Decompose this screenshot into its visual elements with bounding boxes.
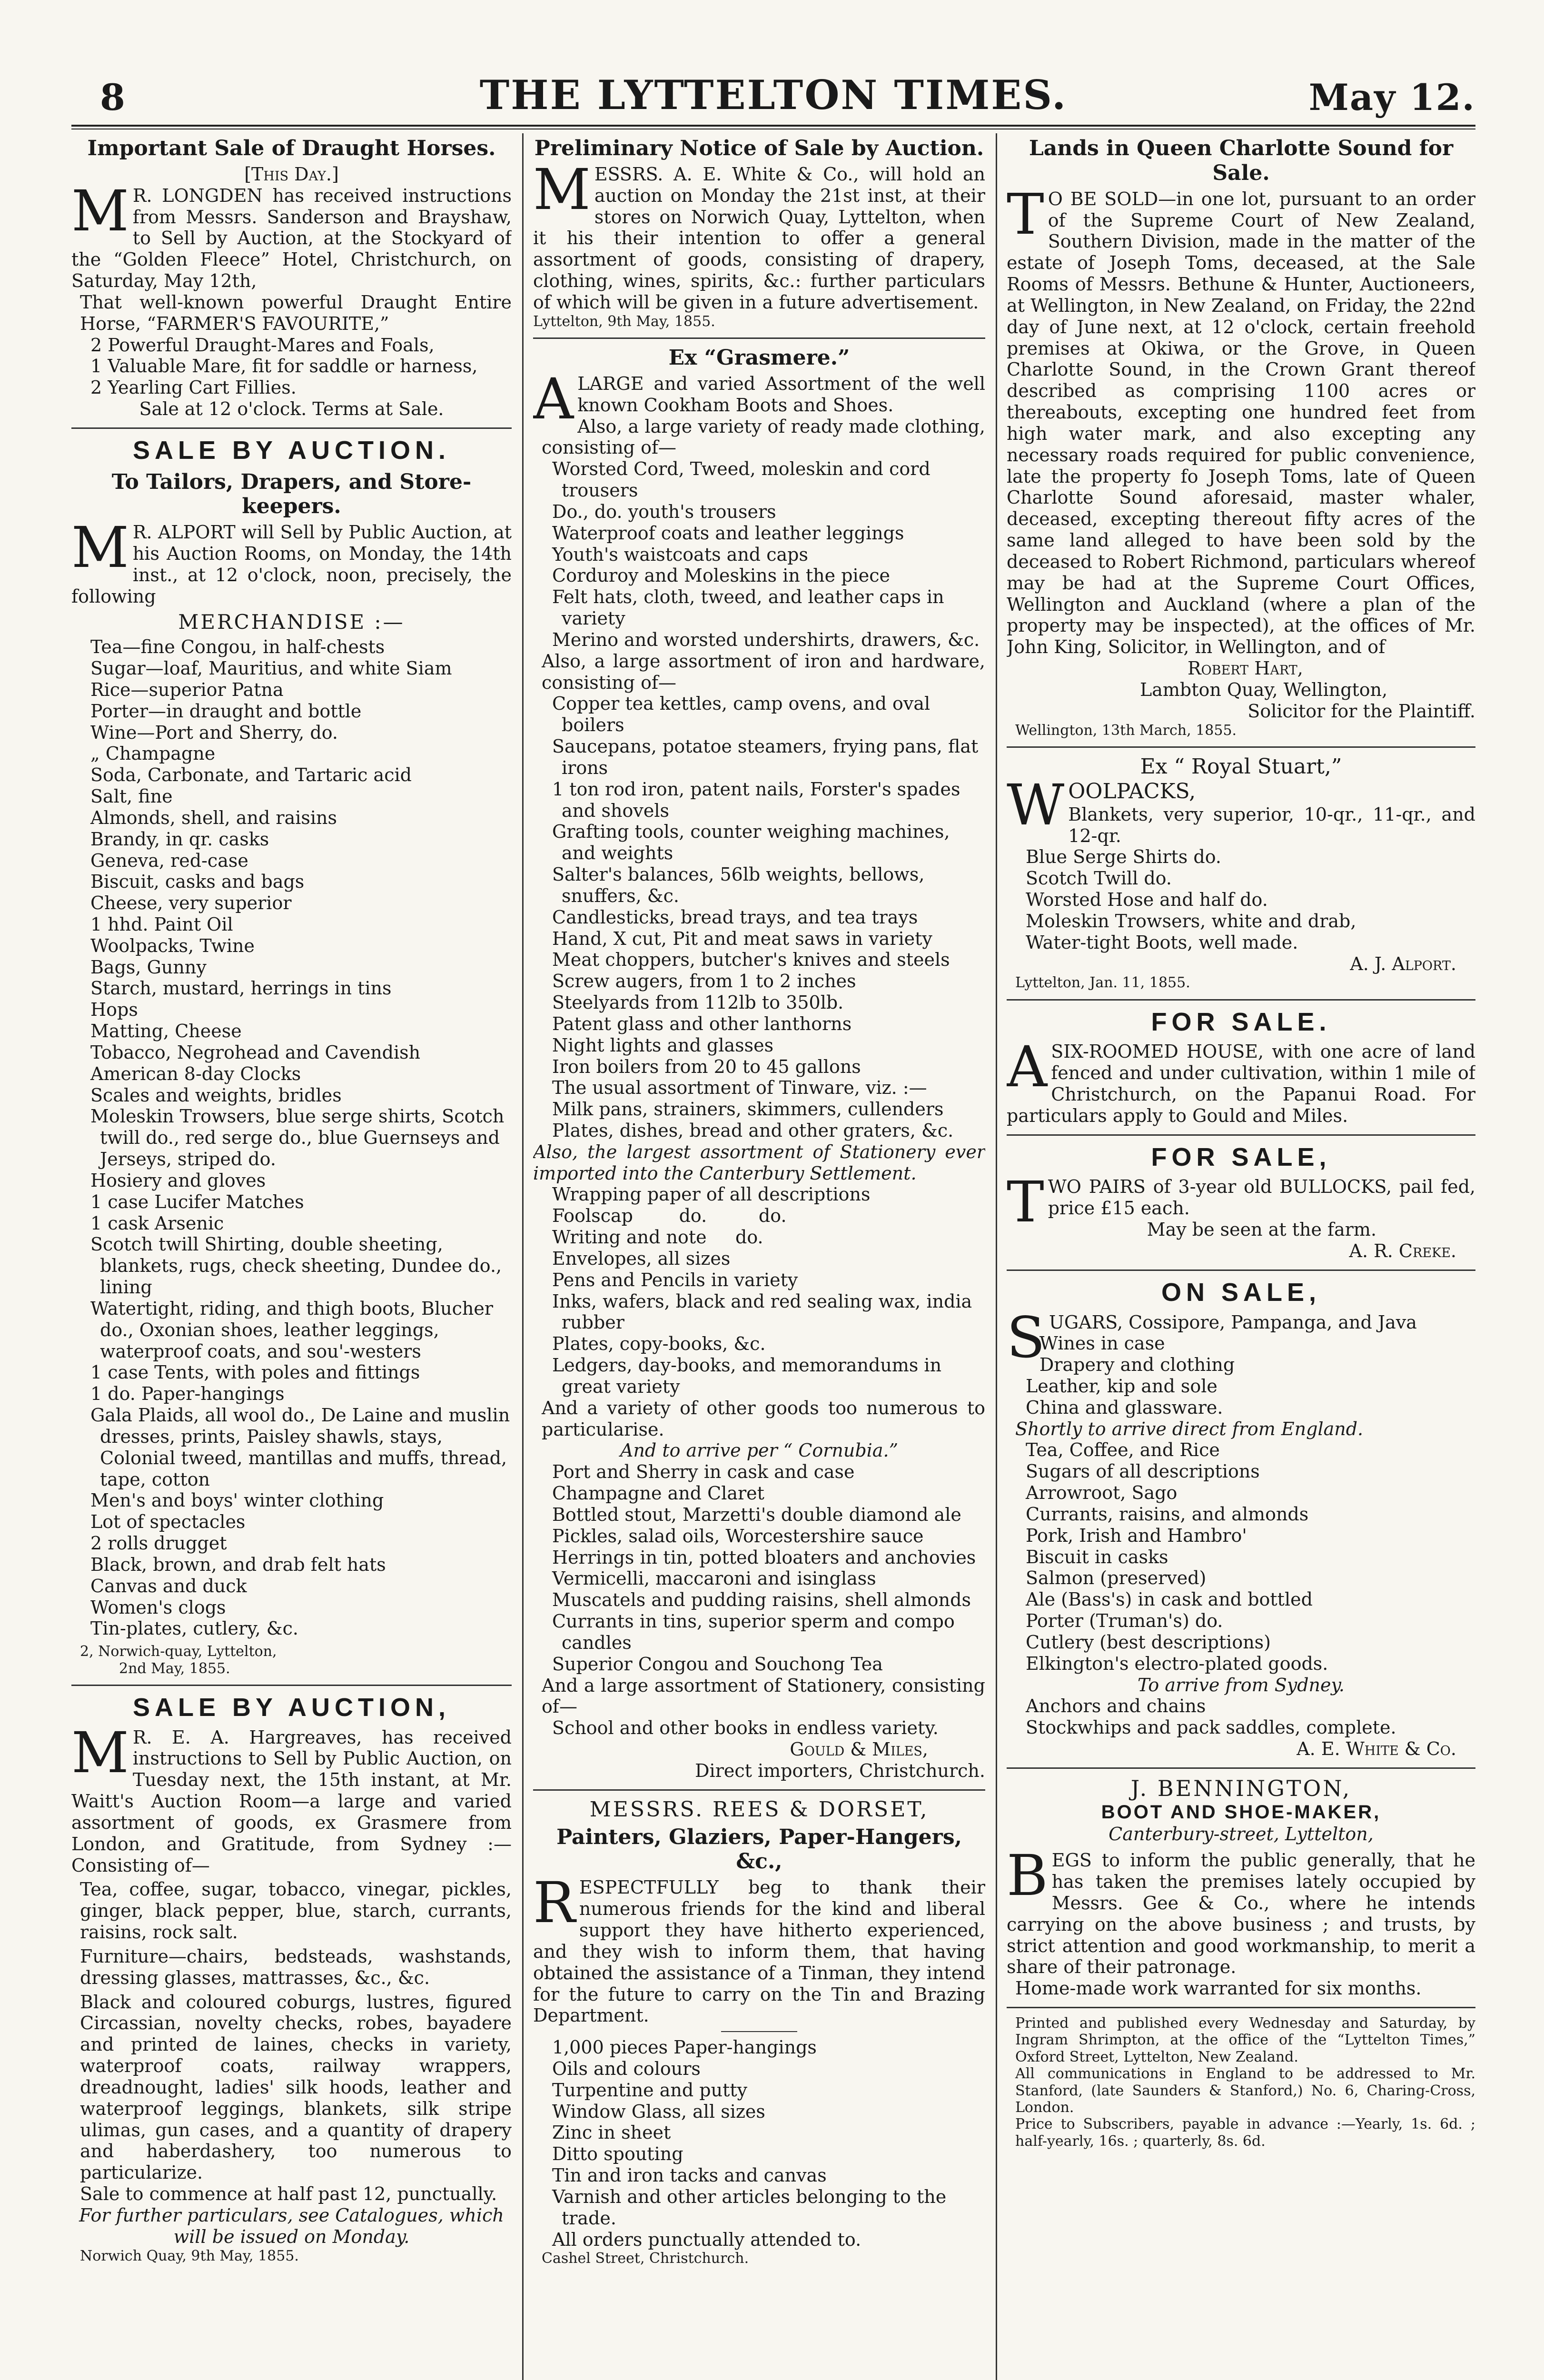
drop-cap: W: [1007, 772, 1065, 838]
ad-rees-dorset: [533, 1797, 985, 2267]
list-item: 1 Valuable Mare, fit for saddle or harness,: [90, 356, 478, 377]
list-item: 1 case Lucifer Matches: [90, 1191, 304, 1212]
list-item: Sugar—loaf, Mauritius, and white Siam: [90, 658, 452, 679]
list-item: Arrowroot, Sago: [1026, 1482, 1178, 1504]
list-item: Steelyards from 112lb to 350lb.: [552, 992, 844, 1013]
drop-cap: M: [71, 515, 129, 581]
ad-signature: Gould & Miles,: [790, 1739, 928, 1760]
list-item: Hand, X cut, Pit and meat saws in variety: [552, 928, 932, 949]
list-item: Tobacco, Negrohead and Cavendish: [90, 1041, 421, 1063]
list-item: Oils and colours: [552, 2058, 701, 2079]
ad-subtitle: To Tailors, Drapers, and Store-keepers.: [111, 469, 472, 519]
ad-footer: Lyttelton, Jan. 11, 1855.: [1015, 974, 1190, 992]
list-item: Foolscap do. do.: [552, 1205, 787, 1227]
list-item: Matting, Cheese: [90, 1021, 242, 1042]
list-item: Tin-plates, cutlery, &c.: [90, 1618, 298, 1639]
list-item: Worsted Cord, Tweed, moleskin and cord trousers: [552, 458, 930, 501]
list-item: Pork, Irish and Hambro': [1026, 1525, 1247, 1546]
list-item: Ditto spouting: [552, 2143, 683, 2165]
list-item: Moleskin Trowsers, white and drab,: [1026, 910, 1356, 932]
ad-body: R. LONGDEN has received instructions from Messrs. Sanderson and Brayshaw, to Sell by Auction, at the Stockyard of the “Golden Fleece” Hotel, Christchurch, on Saturday, May 12th,: [71, 185, 512, 292]
list-item: Women's clogs: [90, 1597, 226, 1618]
list-item: Watertight, riding, and thigh boots, Blucher do., Oxonian shoes, leather leggings, waterproof coats, and sou'-westers: [90, 1298, 494, 1362]
list-item: 1 cask Arsenic: [90, 1212, 224, 1234]
list-item: Milk pans, strainers, skimmers, cullenders: [552, 1099, 944, 1120]
list-item: Wines in case: [1039, 1333, 1165, 1354]
ad-paragraph: Also, the largest assortment of Stationery ever imported into the Canterbury Settlement.: [533, 1141, 985, 1184]
merchandise-list: [71, 636, 512, 1639]
list-item: Salter's balances, 56lb weights, bellows, snuffers, &c.: [552, 864, 925, 906]
ad-body: O BE SOLD—in one lot, pursuant to an order of the Supreme Court of New Zealand, Southern Division, made in the matter of the estate of Joseph Toms, deceased, at the Sale Rooms of Messrs. Bethune & Hunter, Auctioneers, at Wellington, in New Zealand, on Friday, the 22nd day of June next, at 12 o'clock, certain freehold premises at Okiwa, or the Grove, in Queen Charlotte Sound, in the Crown Grant thereof described as comprising 1100 acres or thereabouts, excepting one hundred feet from high water mark, and also excepting any necessary roads required for public convenience, late the property fo Joseph Toms, late of Queen Charlotte Sound aforesaid, master whaler, deceased, excepting thereout fifty acres of the same land alleged to have been sold by the deceased to Robert Richmond, particulars whereof may be had at the Supreme Court Offices, Wellington and Auckland (where a plan of the property may be inspected), at the offices of Mr. John King, Solicitor, in Wellington, and of: [1007, 188, 1475, 658]
ad-body: LARGE and varied Assortment of the well known Cookham Boots and Shoes.: [577, 373, 985, 416]
arrival-notice: Shortly to arrive direct from England.: [1015, 1418, 1364, 1439]
ad-signature-line: Solicitor for the Plaintiff.: [1247, 700, 1475, 722]
list-item: Canvas and duck: [90, 1575, 247, 1597]
list-item: Biscuit, casks and bags: [90, 871, 305, 892]
drop-cap: R: [533, 1870, 575, 1936]
short-rule: [721, 2031, 797, 2032]
ad-paragraph: Tea, coffee, sugar, tobacco, vinegar, pickles, ginger, black pepper, blue, starch, currants, raisins, rock salt.: [80, 1879, 512, 1943]
list-item: Geneva, red-case: [90, 850, 248, 871]
list-item: Pickles, salad oils, Worcestershire sauce: [552, 1525, 924, 1547]
ad-footer: Cashel Street, Christchurch.: [542, 2250, 749, 2267]
list-item: Brandy, in qr. casks: [90, 828, 269, 850]
list-item: Bottled stout, Marzetti's double diamond ale: [552, 1504, 961, 1525]
page-number: 8: [100, 76, 125, 119]
ad-body: EGS to inform the public generally, that he has taken the premises lately occupied by Messrs. Gee & Co., where he intends carrying on the above business ; and trusts, by strict attention and good workmanship, to merit a share of their patronage.: [1007, 1850, 1475, 1978]
ad-heading: SALE BY AUCTION.: [132, 436, 451, 465]
ad-title: Lands in Queen Charlotte Sound for Sale.: [1029, 136, 1454, 185]
ad-paragraph: Also, a large assortment of iron and hardware, consisting of—: [542, 650, 985, 693]
list-item: China and glassware.: [1026, 1397, 1223, 1418]
list-item: Wine—Port and Sherry, do.: [90, 722, 338, 743]
ad-on-sale: [1007, 1278, 1475, 1760]
list-item: Corduroy and Moleskins in the piece: [552, 565, 890, 586]
list-item: Zinc in sheet: [552, 2122, 671, 2143]
list-item: „ Champagne: [90, 743, 216, 764]
list-item: Pens and Pencils in variety: [552, 1269, 798, 1290]
list-item: Varnish and other articles belonging to the trade.: [552, 2186, 947, 2229]
list-item: Copper tea kettles, camp ovens, and oval boilers: [552, 693, 930, 736]
list-item: Tea, Coffee, and Rice: [1026, 1439, 1220, 1461]
ad-paragraph: May be seen at the farm.: [1147, 1219, 1377, 1240]
drop-cap: T: [1007, 1169, 1044, 1235]
ad-body: WO PAIRS of 3-year old BULLOCKS, pail fed, price £15 each.: [1048, 1176, 1475, 1219]
list-item: Black, brown, and drab felt hats: [90, 1554, 386, 1575]
imprint-line: Printed and published every Wednesday and Saturday, by Ingram Shrimpton, at the office of the “Lyttelton Times,” Oxford Street, Lyttelton, New Zealand.: [1015, 2014, 1475, 2065]
list-item: Cheese, very superior: [90, 892, 292, 914]
list-item: Port and Sherry in cask and case: [552, 1461, 855, 1483]
imprint-line: Price to Subscribers, payable in advance :—Yearly, 1s. 6d. ; half-yearly, 16s. ; quarterly, 8s. 6d.: [1015, 2116, 1475, 2150]
list-item: Patent glass and other lanthorns: [552, 1013, 852, 1034]
list-item: Rice—superior Patna: [90, 679, 284, 700]
ad-address: Canterbury-street, Lyttelton,: [1109, 1824, 1374, 1845]
ad-heading: SALE BY AUCTION,: [132, 1693, 451, 1722]
list-item: Ledgers, day-books, and memorandums in great variety: [552, 1355, 942, 1397]
ad-body: ESPECTFULLY beg to thank their numerous friends for the kind and liberal support they have hitherto experienced, and they wish to inform them, that having obtained the assistance of a Tinman, they intend for the future to carry on the Tin and Brazing Department.: [533, 1877, 985, 2026]
ad-title: Ex “ Royal Stuart,”: [1140, 754, 1342, 779]
ad-body: SIX-ROOMED HOUSE, with one acre of land fenced and under cultivation, within 1 mile of Christchurch, on the Papanui Road. For particulars apply to Gould and Miles.: [1007, 1041, 1475, 1126]
ad-royal-stuart: [1007, 754, 1475, 992]
list-item: Woolpacks, Twine: [90, 935, 255, 956]
ad-subtitle: BOOT AND SHOE-MAKER,: [1101, 1802, 1381, 1823]
list-item: Champagne and Claret: [552, 1483, 764, 1504]
list-item: Scales and weights, bridles: [90, 1084, 342, 1106]
list-item: Wrapping paper of all descriptions: [552, 1184, 871, 1205]
drop-cap: A: [533, 366, 574, 432]
ad-body: UGARS, Cossipore, Pampanga, and Java: [1049, 1311, 1417, 1333]
ad-paragraph: For further particulars, see Catalogues, which will be issued on Monday.: [79, 2204, 504, 2247]
ad-bullocks-for-sale: [1007, 1142, 1475, 1262]
list-item: Currants in tins, superior sperm and compo candles: [552, 1611, 955, 1653]
list-item: Writing and note do.: [552, 1227, 763, 1248]
ad-paragraph: Blankets, very superior, 10-qr., 11-qr., and 12-qr.: [1068, 803, 1475, 846]
list-item: Bags, Gunny: [90, 956, 207, 978]
list-item: Sugars of all descriptions: [1026, 1461, 1260, 1482]
column-3: [1007, 133, 1475, 2380]
list-item: Moleskin Trowsers, blue serge shirts, Scotch twill do., red serge do., blue Guernseys and Jerseys, striped do.: [90, 1106, 505, 1170]
ad-paragraph: Furniture—chairs, bedsteads, washstands, dressing glasses, mattrasses, &c., &c.: [80, 1945, 512, 1988]
list-item: Drapery and clothing: [1039, 1354, 1235, 1376]
list-item: American 8-day Clocks: [90, 1063, 301, 1084]
list-item: Screw augers, from 1 to 2 inches: [552, 971, 856, 992]
ad-draught-horses: [71, 136, 512, 420]
list-item: Do., do. youth's trousers: [552, 501, 776, 522]
ad-title: Preliminary Notice of Sale by Auction.: [534, 136, 984, 160]
ad-preliminary-notice: [533, 136, 985, 330]
imprint-line: All communications in England to be addressed to Mr. Stanford, (late Saunders & Stanford,) No. 6, Charing-Cross, London.: [1015, 2065, 1475, 2116]
ad-paragraph: And a variety of other goods too numerous to particularise.: [542, 1397, 985, 1440]
list-item: 1,000 pieces Paper-hangings: [552, 2037, 817, 2058]
list-item: Worsted Hose and half do.: [1026, 889, 1268, 911]
list-item: Gala Plaids, all wool do., De Laine and muslin dresses, prints, Paisley shawls, stays, Colonial tweed, mantillas and muffs, thread, tape, cotton: [90, 1405, 510, 1490]
list-item: Soda, Carbonate, and Tartaric acid: [90, 764, 412, 786]
separator: [1007, 1134, 1475, 1136]
masthead-rule: [71, 125, 1475, 127]
list-item: 2 Yearling Cart Fillies.: [90, 377, 297, 398]
ad-hargreaves-auction: [71, 1693, 512, 2264]
list-item: Scotch Twill do.: [1026, 868, 1172, 889]
list-item: 1 hhd. Paint Oil: [90, 914, 233, 935]
ad-alport-auction: [71, 436, 512, 1677]
ad-house-for-sale: [1007, 1007, 1475, 1127]
list-item: Hosiery and gloves: [90, 1170, 266, 1191]
arrival-notice: To arrive from Sydney.: [1137, 1674, 1345, 1696]
ad-subtitle: Painters, Glaziers, Paper-Hangers, &c.,: [556, 1825, 962, 1874]
list-item: Almonds, shell, and raisins: [90, 807, 337, 828]
ad-subtitle: [This Day.]: [244, 163, 339, 185]
separator: [1007, 1767, 1475, 1769]
list-item: Leather, kip and sole: [1026, 1376, 1217, 1397]
ad-signature: A. R. Creke.: [1349, 1240, 1456, 1261]
list-item: Anchors and chains: [1026, 1696, 1206, 1717]
list-item: Envelopes, all sizes: [552, 1248, 731, 1269]
column-2: [533, 133, 985, 2380]
ad-title: Important Sale of Draught Horses.: [87, 136, 496, 160]
list-item: Window Glass, all sizes: [552, 2101, 765, 2122]
list-item: Salt, fine: [90, 786, 173, 807]
ad-paragraph: Home-made work warranted for six months.: [1015, 1978, 1422, 1999]
list-item: 2 Powerful Draught-Mares and Foals,: [90, 334, 435, 356]
ad-body-2: That well-known powerful Draught Entire Horse, “FARMER'S FAVOURITE,”: [80, 291, 512, 334]
list-item: Night lights and glasses: [552, 1034, 774, 1056]
list-item: Herrings in tin, potted bloaters and anchovies: [552, 1547, 976, 1568]
ad-paragraph: And a large assortment of Stationery, consisting of—: [542, 1675, 985, 1717]
list-item: Porter—in draught and bottle: [90, 700, 362, 722]
drop-cap: A: [1007, 1034, 1048, 1100]
ad-paragraph: Black and coloured coburgs, lustres, figured Circassian, novelty checks, robes, bayadere and printed de laines, checks in variety, waterproof coats, railway wrappers, dreadnought, ladies' silk hoods, leather and waterproof leggings, blankets, silk stripe ulimas, gun cases, and a quantity of drapery and haberdashery, too numerous to particularize.: [80, 1991, 512, 2183]
column-divider: [522, 133, 524, 2380]
ad-footer: Lyttelton, 9th May, 1855.: [533, 313, 715, 330]
list-item: Currants, raisins, and almonds: [1026, 1503, 1309, 1525]
ad-signature: Robert Hart,: [1188, 658, 1303, 679]
list-item: Salmon (preserved): [1026, 1567, 1207, 1589]
drop-cap: M: [71, 1719, 129, 1785]
ad-grasmere: [533, 346, 985, 1782]
ad-body: R. E. A. Hargreaves, has received instructions to Sell by Public Auction, on Tuesday next, the 15th instant, at Mr. Waitt's Auction Room—a large and varied assortment of goods, ex Grasmere from London, and Gratitude, from Sydney :—Consisting of—: [71, 1726, 512, 1876]
drop-cap: S: [1007, 1304, 1045, 1370]
list-item: Tin and iron tacks and canvas: [552, 2165, 827, 2186]
ad-bennington: [1007, 1775, 1475, 1999]
drop-cap: T: [1007, 181, 1044, 247]
separator: [1007, 1269, 1475, 1271]
imprint: [1007, 2015, 1475, 2150]
column-divider: [996, 133, 997, 2380]
list-item: Hops: [90, 999, 138, 1021]
list-item: Ale (Bass's) in cask and bottled: [1026, 1589, 1313, 1610]
merchandise-label: MERCHANDISE :—: [178, 610, 405, 634]
drop-cap: B: [1007, 1843, 1048, 1909]
list-item: Inks, wafers, black and red sealing wax, india rubber: [552, 1290, 972, 1333]
separator: [71, 427, 512, 429]
list-item: Tea—fine Congou, in half-chests: [90, 636, 385, 658]
ad-body: ESSRS. A. E. White & Co., will hold an auction on Monday the 21st inst, at their stores on Norwich Quay, Lyttelton, when it his their intention to offer a general assortment of goods, consisting of drapery, clothing, wines, spirits, &c.: further particulars of which will be given in a future advertisement.: [533, 163, 985, 313]
separator: [71, 1685, 512, 1686]
list-item: Grafting tools, counter weighing machines, and weights: [552, 821, 950, 864]
list-item: Turpentine and putty: [552, 2079, 748, 2101]
ad-paragraph: Also, a large variety of ready made clothing, consisting of—: [542, 416, 985, 458]
list-item: 1 case Tents, with poles and fittings: [90, 1362, 420, 1383]
separator: [1007, 999, 1475, 1001]
column-1: [71, 133, 512, 2380]
list-item: All orders punctually attended to.: [552, 2229, 861, 2250]
list-item: Plates, copy-books, &c.: [552, 1333, 766, 1355]
ad-signature-line: Direct importers, Christchurch.: [695, 1760, 985, 1781]
separator: [1007, 746, 1475, 748]
list-item: Iron boilers from 20 to 45 gallons: [552, 1056, 861, 1077]
list-item: Blue Serge Shirts do.: [1026, 846, 1221, 868]
list-item: Saucepans, potatoe steamers, frying pans, flat irons: [552, 736, 979, 778]
ad-date: 2nd May, 1855.: [119, 1660, 230, 1677]
ad-queen-charlotte-lands: [1007, 136, 1475, 739]
list-item: Felt hats, cloth, tweed, and leather caps in variety: [552, 586, 944, 629]
ad-footer: Wellington, 13th March, 1855.: [1015, 722, 1237, 739]
ad-signature: A. E. White & Co.: [1297, 1738, 1456, 1760]
ad-heading: FOR SALE,: [1151, 1142, 1331, 1171]
list-item: Plates, dishes, bread and other graters, &c.: [552, 1120, 954, 1141]
list-item: Biscuit in casks: [1026, 1546, 1168, 1567]
separator: [533, 1789, 985, 1791]
list-item: Porter (Truman's) do.: [1026, 1610, 1223, 1632]
list-item: 1 ton rod iron, patent nails, Forster's spades and shovels: [552, 778, 960, 821]
list-item: Cutlery (best descriptions): [1026, 1631, 1271, 1653]
list-item: Superior Congou and Souchong Tea: [552, 1653, 883, 1675]
arrival-notice: And to arrive per “ Cornubia.”: [620, 1440, 898, 1461]
list-item: Water-tight Boots, well made.: [1026, 932, 1298, 953]
ad-paragraph: Sale to commence at half past 12, punctually.: [80, 2183, 497, 2205]
sale-terms: Sale at 12 o'clock. Terms at Sale.: [139, 398, 444, 420]
separator: [533, 337, 985, 339]
issue-date: May 12.: [1308, 76, 1475, 119]
list-item: Lot of spectacles: [90, 1511, 246, 1533]
masthead: [71, 71, 1475, 124]
ad-signature: A. J. Alport.: [1350, 953, 1456, 974]
drop-cap: M: [533, 156, 591, 222]
list-item: 1 do. Paper-hangings: [90, 1383, 285, 1405]
ad-heading: FOR SALE.: [1151, 1007, 1331, 1036]
separator: [1007, 2007, 1475, 2008]
list-item: Waterproof coats and leather leggings: [552, 522, 904, 544]
list-item: Youth's waistcoats and caps: [552, 544, 808, 565]
list-item: School and other books in endless variety.: [552, 1717, 939, 1739]
list-item: The usual assortment of Tinware, viz. :—: [552, 1077, 927, 1099]
ad-signature-line: Lambton Quay, Wellington,: [1140, 679, 1388, 700]
ad-place: 2, Norwich-quay, Lyttelton,: [80, 1643, 277, 1660]
drop-cap: M: [71, 178, 129, 244]
ad-body: OOLPACKS,: [1068, 779, 1196, 803]
ad-title: Ex “Grasmere.”: [668, 346, 850, 370]
list-item: Starch, mustard, herrings in tins: [90, 978, 392, 999]
ad-title: MESSRS. REES & DORSET,: [589, 1797, 929, 1822]
list-item: Stockwhips and pack saddles, complete.: [1026, 1717, 1396, 1738]
ad-title: J. BENNINGTON,: [1130, 1775, 1352, 1801]
ad-heading: ON SALE,: [1161, 1278, 1321, 1307]
list-item: Candlesticks, bread trays, and tea trays: [552, 906, 918, 928]
list-item: Scotch twill Shirting, double sheeting, blankets, rugs, check sheeting, Dundee do., lining: [90, 1234, 502, 1298]
ad-body: R. ALPORT will Sell by Public Auction, at his Auction Rooms, on Monday, the 14th inst., at 12 o'clock, noon, precisely, the following: [71, 522, 512, 607]
newspaper-title: THE LYTTELTON TIMES.: [479, 71, 1068, 119]
list-item: Muscatels and pudding raisins, shell almonds: [552, 1589, 971, 1611]
list-item: Meat choppers, butcher's knives and steels: [552, 949, 950, 971]
list-item: Vermicelli, maccaroni and isinglass: [552, 1568, 876, 1589]
ad-footer: Norwich Quay, 9th May, 1855.: [80, 2247, 299, 2264]
list-item: Elkington's electro-plated goods.: [1026, 1653, 1328, 1674]
list-item: Men's and boys' winter clothing: [90, 1490, 384, 1511]
list-item: Merino and worsted undershirts, drawers, &c.: [552, 629, 980, 650]
list-item: 2 rolls drugget: [90, 1533, 227, 1554]
